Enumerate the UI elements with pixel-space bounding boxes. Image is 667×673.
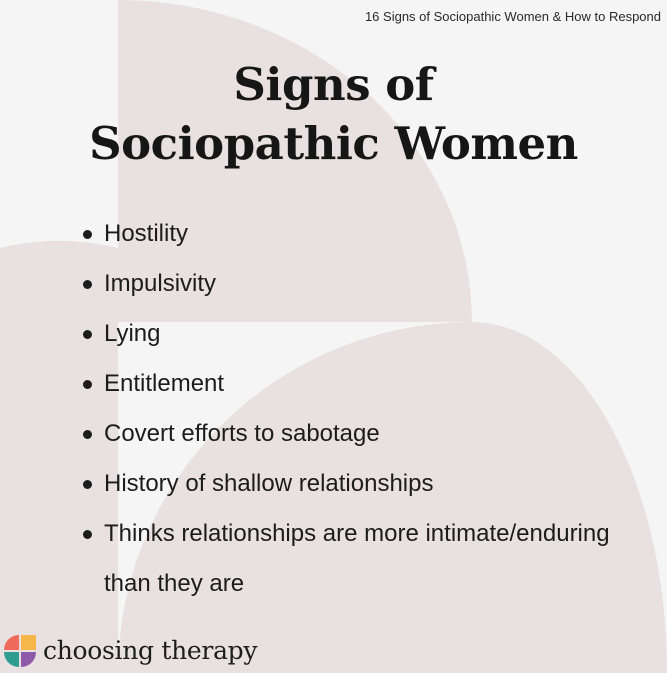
bullet-icon	[83, 430, 92, 439]
sign-text: Thinks relationships are more intimate/enduring than they are	[104, 520, 610, 597]
title-line-1: Signs of	[233, 58, 434, 111]
list-item	[0, 259, 667, 309]
page-title	[0, 55, 667, 173]
choosing-therapy-logo-icon	[3, 634, 37, 668]
bullet-icon	[83, 380, 92, 389]
bullet-icon	[83, 230, 92, 239]
article-caption: 16 Signs of Sociopathic Women & How to Respond	[364, 9, 661, 24]
signs-list	[0, 209, 667, 609]
bullet-icon	[83, 330, 92, 339]
sign-text: Entitlement	[104, 370, 225, 397]
list-item	[0, 309, 667, 359]
list-item	[0, 459, 667, 509]
list-item	[0, 509, 667, 609]
bullet-icon	[83, 480, 92, 489]
list-item	[0, 409, 667, 459]
list-item	[0, 209, 667, 259]
brand	[3, 633, 257, 669]
sign-text: Impulsivity	[104, 270, 217, 297]
title-line-2: Sociopathic Women	[89, 117, 578, 170]
sign-text: Hostility	[104, 220, 189, 247]
bullet-icon	[83, 280, 92, 289]
list-item	[0, 359, 667, 409]
sign-text: History of shallow relationships	[104, 470, 434, 497]
sign-text: Covert efforts to sabotage	[104, 420, 380, 447]
brand-name: choosing therapy	[43, 636, 258, 665]
sign-text: Lying	[104, 320, 161, 347]
bullet-icon	[83, 530, 92, 539]
